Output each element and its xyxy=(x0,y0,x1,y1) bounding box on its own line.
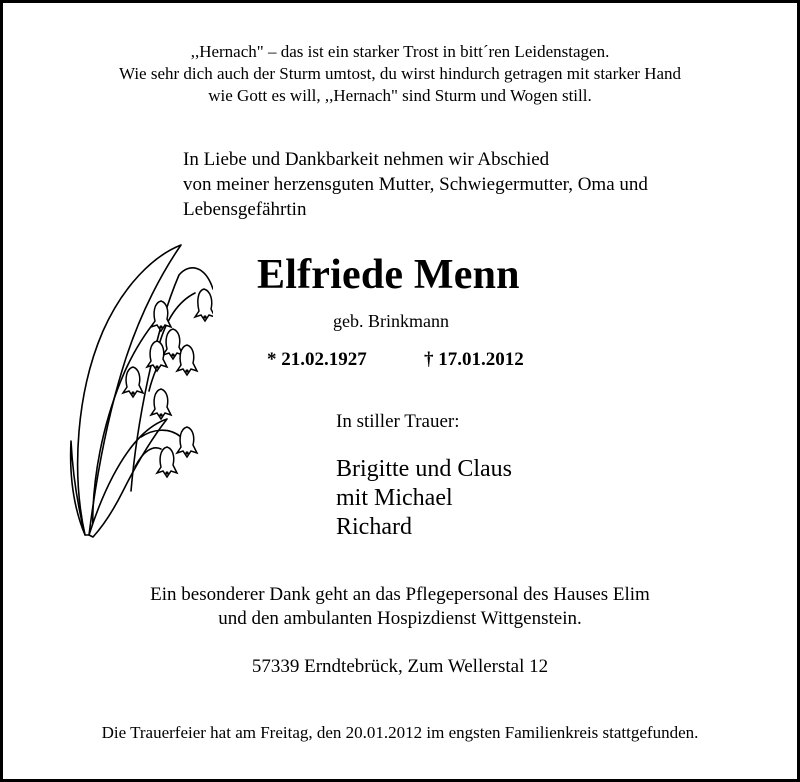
birth-date: * 21.02.1927 xyxy=(267,349,367,370)
mourners-list xyxy=(336,455,512,542)
address: 57339 Erndtebrück, Zum Wellerstal 12 xyxy=(251,656,549,677)
maiden-name: geb. Brinkmann xyxy=(333,311,449,331)
mourner-name: Richard xyxy=(336,514,412,540)
intro-line: Lebensgefährtin xyxy=(183,199,307,220)
mourning-heading: In stiller Trauer: xyxy=(336,411,460,432)
thanks-line: Ein besonderer Dank geht an das Pflegepersonal des Hauses Elim xyxy=(150,584,650,605)
intro-line: von meiner herzensguten Mutter, Schwiegermutter, Oma und xyxy=(183,174,648,195)
thanks-line: und den ambulanten Hospizdienst Wittgenstein. xyxy=(218,608,582,629)
mourner-name: Brigitte und Claus xyxy=(336,456,512,482)
death-date: † 17.01.2012 xyxy=(424,349,524,370)
thanks-note xyxy=(3,583,797,631)
mourner-name: mit Michael xyxy=(336,485,453,511)
lily-of-the-valley-icon xyxy=(63,241,213,541)
poem-line: wie Gott es will, ,,Hernach" sind Sturm und Wogen still. xyxy=(208,86,592,105)
farewell-intro xyxy=(183,147,783,222)
intro-line: In Liebe und Dankbarkeit nehmen wir Abschied xyxy=(183,149,550,170)
poem-verse xyxy=(3,41,797,107)
poem-line: ,,Hernach" – das ist ein starker Trost in bitt´ren Leidenstagen. xyxy=(190,42,610,61)
poem-line: Wie sehr dich auch der Sturm umtost, du wirst hindurch getragen mit starker Hand xyxy=(118,64,682,83)
funeral-note: Die Trauerfeier hat am Freitag, den 20.01.2012 im engsten Familienkreis stattgefunden. xyxy=(101,723,699,742)
deceased-name: Elfriede Menn xyxy=(257,252,520,298)
